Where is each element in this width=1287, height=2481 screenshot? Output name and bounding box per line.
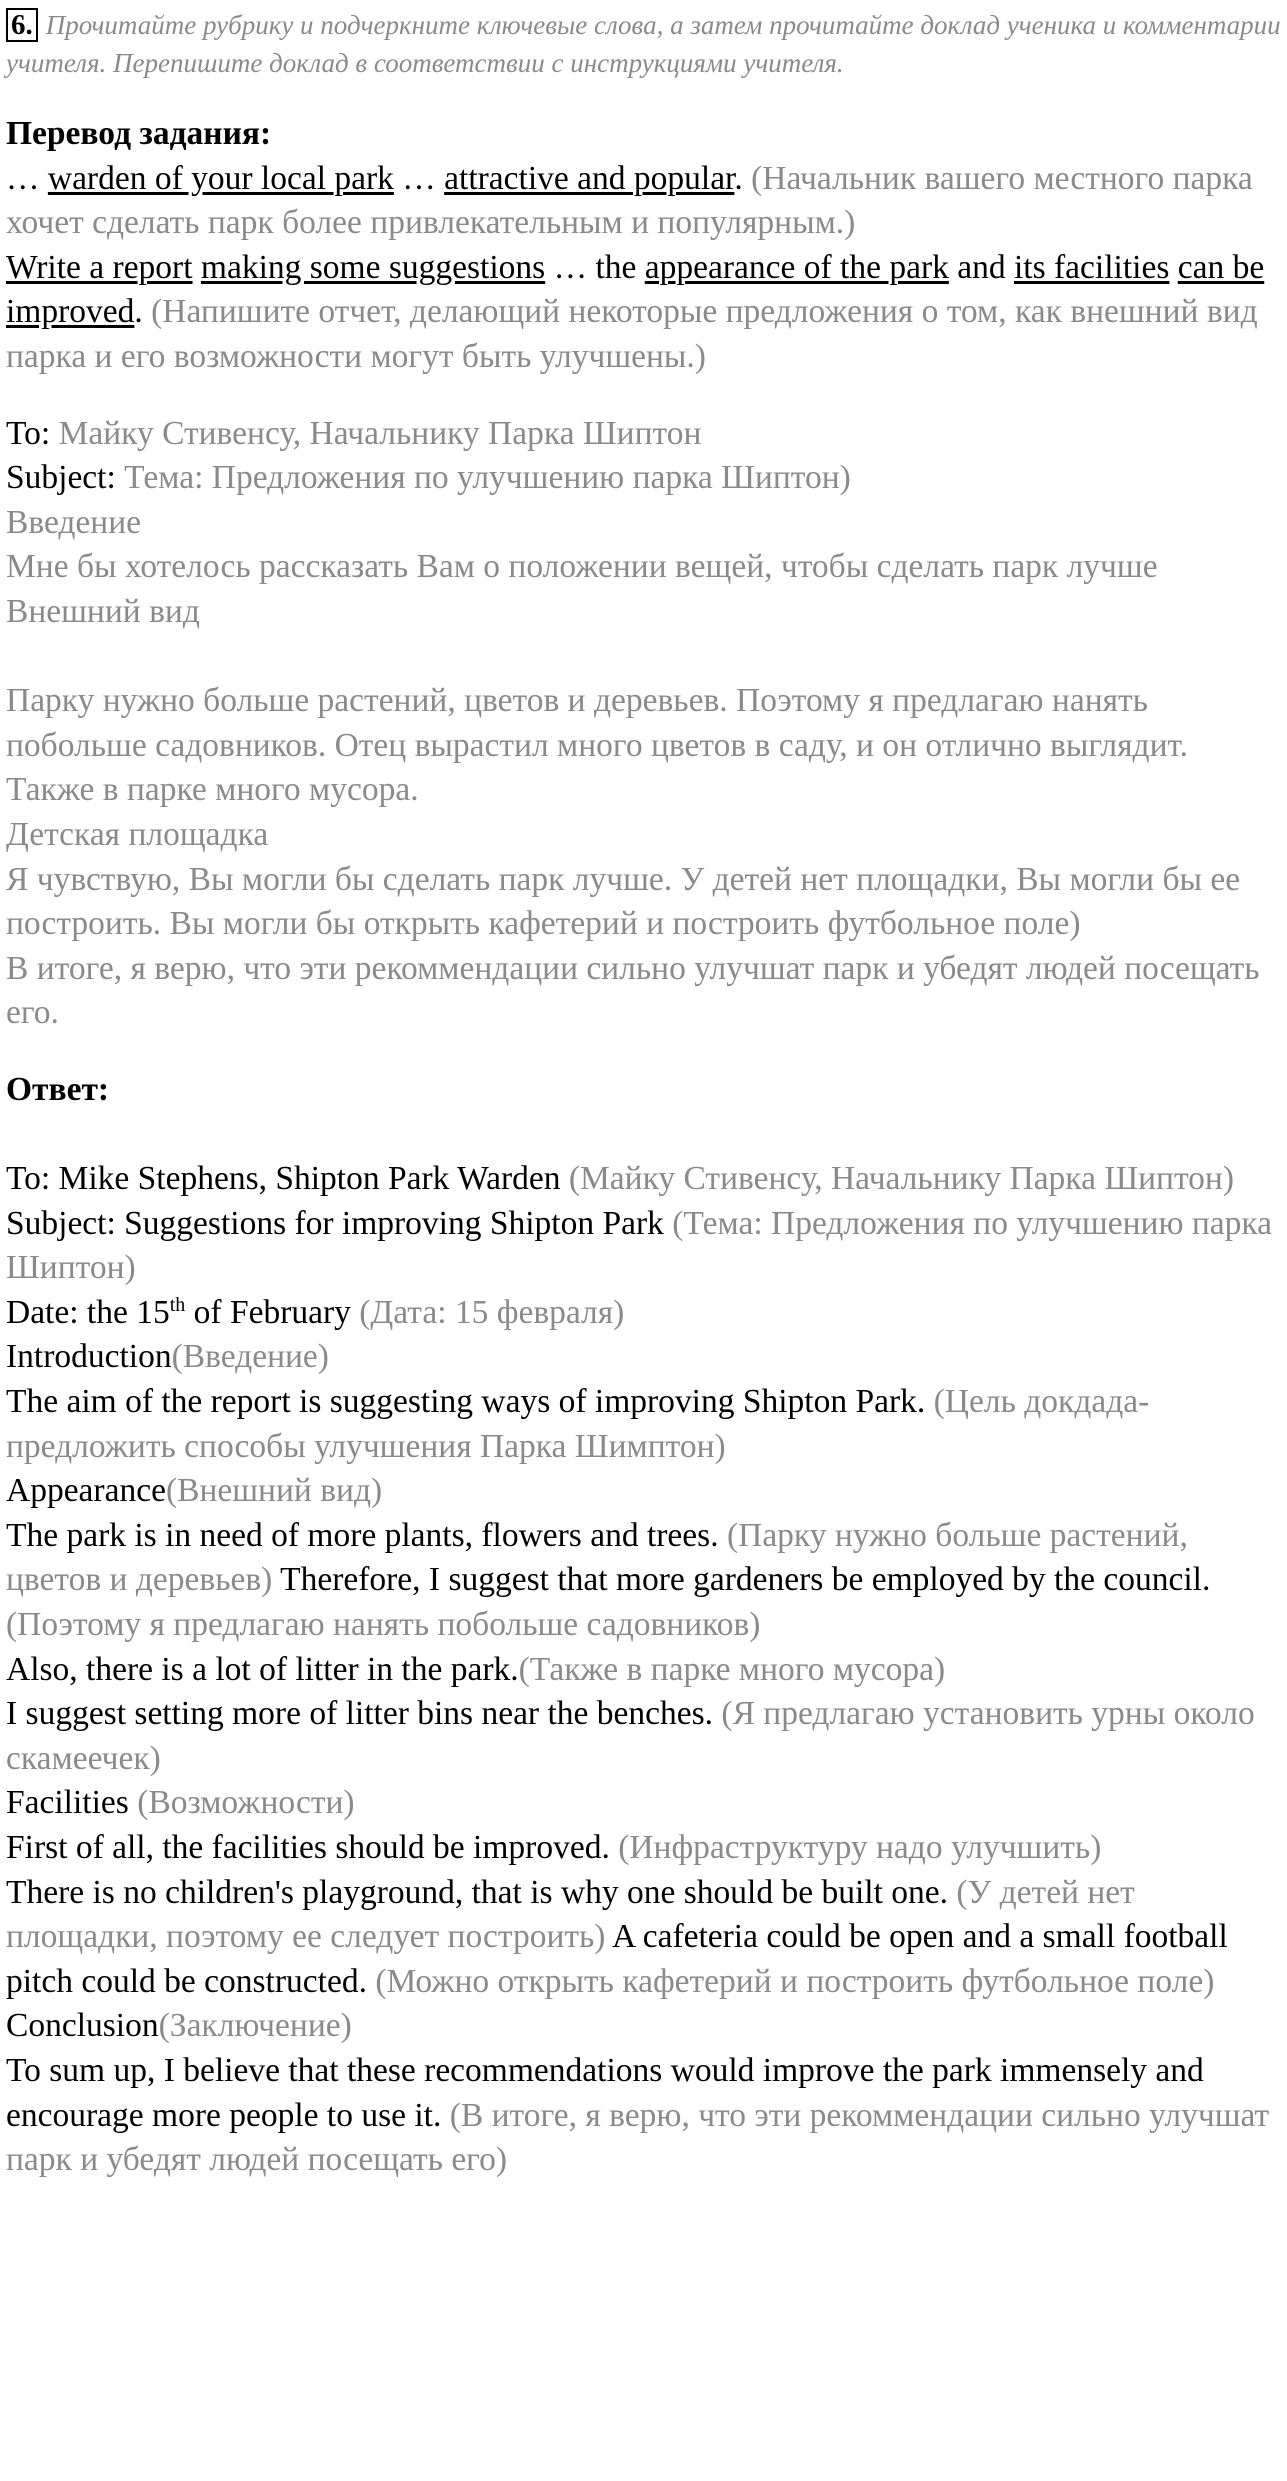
answer-date-ru: (Дата: 15 февраля) (359, 1293, 625, 1331)
appearance-ru: (Внешний вид) (165, 1472, 383, 1510)
student-report (6, 412, 1281, 1036)
subject-text: Тема: Предложения по улучшению парка Шиптон) (124, 459, 851, 497)
report-conclusion-text: В итоге, я верю, что эти рекоммендации сильно улучшат парк и убедят людей посещать его. (6, 949, 1260, 1032)
ellipsis: … (402, 159, 436, 197)
answer-heading: Ответ: (6, 1070, 110, 1108)
facilities-en: Facilities (6, 1784, 129, 1822)
report-subject (6, 456, 1281, 501)
translation-gloss-1: (Начальник вашего местного парка хочет сделать парк более привлекательным и популярным.) (6, 159, 1253, 242)
answer-subject-ru: (Тема: Предложения по улучшению парка Шиптон) (6, 1204, 1273, 1287)
answer-plants (6, 1514, 1281, 1648)
answer-conclusion-heading (6, 2004, 1281, 2049)
answer-to-ru: (Майку Стивенсу, Начальнику Парка Шиптон) (568, 1160, 1235, 1198)
keyword-improved: can be improved (6, 248, 1265, 331)
bins-ru: (Я предлагаю установить урны около скамеечек) (6, 1695, 1255, 1777)
translation-gloss-2: (Напишите отчет, делающий некоторые предложения о том, как внешний вид парка и его возможности могут быть улучшены.) (6, 293, 1258, 375)
translation-section (6, 112, 1281, 380)
aim-ru: (Цель докдада-предложить способы улучшения Парка Шимптон) (6, 1383, 1150, 1465)
keyword-appearance: appearance of the park (644, 248, 949, 286)
answer-improved (6, 1826, 1281, 1871)
task-instruction-text: Прочитайте рубрику и подчеркните ключевые слова, а затем прочитайте доклад ученика и комментарии учителя. Перепишите доклад в соответствии с инструкциями учителя. (6, 10, 1281, 78)
translation-line-1 (6, 157, 1281, 246)
plants-en-2: Therefore, I suggest that more gardeners be employed by the council. (280, 1561, 1211, 1599)
report-to (6, 412, 1281, 457)
report-intro-text: Мне бы хотелось рассказать Вам о положении вещей, чтобы сделать парк лучше (6, 548, 1158, 586)
introduction-en: Introduction (6, 1338, 172, 1376)
litter-en: Also, there is a lot of litter in the park. (6, 1650, 519, 1688)
period: . (734, 159, 743, 197)
ellipsis: … the (553, 248, 637, 286)
report-intro-heading: Введение (6, 503, 142, 541)
sum-up-ru: (В итоге, я верю, что эти рекоммендации сильно улучшат парк и убедят людей посещать его) (6, 2096, 1270, 2179)
improved-ru: (Инфраструктуру надо улучшить) (618, 1828, 1102, 1866)
answer-introduction-heading (6, 1335, 1281, 1380)
answer-to-en: To: Mike Stephens, Shipton Park Warden (6, 1160, 561, 1198)
keyword-facilities: its facilities (1014, 248, 1170, 286)
answer-playground (6, 1871, 1281, 2005)
task-number: 6. (6, 8, 38, 42)
translation-heading: Перевод задания: (6, 115, 272, 152)
report-appearance-text: Парку нужно больше растений, цветов и деревьев. Поэтому я предлагаю нанять побольше садовников. Отец вырастил много цветов в саду, и он отлично выглядит. Также в парке много мусора. (6, 682, 1189, 809)
keyword-attractive: attractive and popular (444, 159, 735, 197)
conclusion-en: Conclusion (6, 2007, 159, 2045)
answer-bins (6, 1692, 1281, 1781)
aim-en: The aim of the report is suggesting ways of improving Shipton Park. (6, 1383, 926, 1421)
ellipsis: … (6, 159, 40, 197)
answer-date-suffix: of February (193, 1293, 351, 1331)
to-text: Майку Стивенсу, Начальнику Парка Шиптон (58, 414, 702, 452)
introduction-ru: (Введение) (171, 1338, 329, 1376)
answer-subject-en: Subject: Suggestions for improving Shipton Park (6, 1204, 664, 1242)
keyword-write-report: Write a report (6, 248, 193, 286)
answer-section (6, 1068, 1281, 2183)
plants-ru-1: (Парку нужно больше растений, цветов и деревьев) (6, 1516, 1188, 1599)
report-appearance-heading: Внешний вид (6, 592, 200, 630)
plants-ru-2: (Поэтому я предлагаю нанять побольше садовников) (6, 1606, 761, 1643)
task-instruction (6, 6, 1281, 82)
keyword-warden: warden of your local park (47, 159, 394, 197)
plants-en-1: The park is in need of more plants, flowers and trees. (6, 1516, 719, 1554)
playground-en-2: A cafeteria could be open and a small football pitch could be constructed. (6, 1918, 1228, 2000)
playground-ru-2: (Можно открыть кафетерий и построить футбольное поле) (375, 1962, 1215, 2000)
answer-date (6, 1291, 1281, 1336)
litter-ru: (Также в парке много мусора) (518, 1650, 946, 1688)
report-playground-text: Я чувствую, Вы могли бы сделать парк лучше. У детей нет площадки, Вы могли бы ее построить. Вы могли бы открыть кафетерий и построить футбольное поле) (6, 860, 1241, 943)
keyword-suggestions: making some suggestions (200, 248, 546, 286)
bins-en: I suggest setting more of litter bins near the benches. (6, 1695, 714, 1733)
answer-sum-up (6, 2049, 1281, 2183)
document-page (6, 6, 1281, 2183)
appearance-en: Appearance (6, 1472, 166, 1510)
answer-date-prefix: Date: the 15 (6, 1293, 170, 1331)
to-label: To: (6, 414, 51, 452)
conjunction: and (957, 248, 1006, 286)
period: . (134, 293, 143, 331)
sum-up-en: To sum up, I believe that these recommendations would improve the park immensely and encourage more people to use it. (6, 2051, 1204, 2134)
answer-litter (6, 1648, 1281, 1693)
facilities-ru: (Возможности) (137, 1784, 355, 1822)
answer-date-sup: th (169, 1293, 186, 1316)
answer-aim (6, 1380, 1281, 1469)
improved-en: First of all, the facilities should be improved. (6, 1828, 610, 1866)
translation-line-2 (6, 246, 1281, 380)
conclusion-ru: (Заключение) (158, 2007, 352, 2045)
playground-en-1: There is no children's playground, that is why one should be built one. (6, 1873, 949, 1911)
answer-facilities-heading (6, 1781, 1281, 1826)
answer-to (6, 1157, 1281, 1202)
answer-subject (6, 1202, 1281, 1291)
subject-label: Subject: (6, 459, 116, 497)
playground-ru-1: (У детей нет площадки, поэтому ее следует построить) (6, 1873, 1135, 1956)
report-playground-heading: Детская площадка (6, 815, 269, 853)
answer-appearance-heading (6, 1469, 1281, 1514)
